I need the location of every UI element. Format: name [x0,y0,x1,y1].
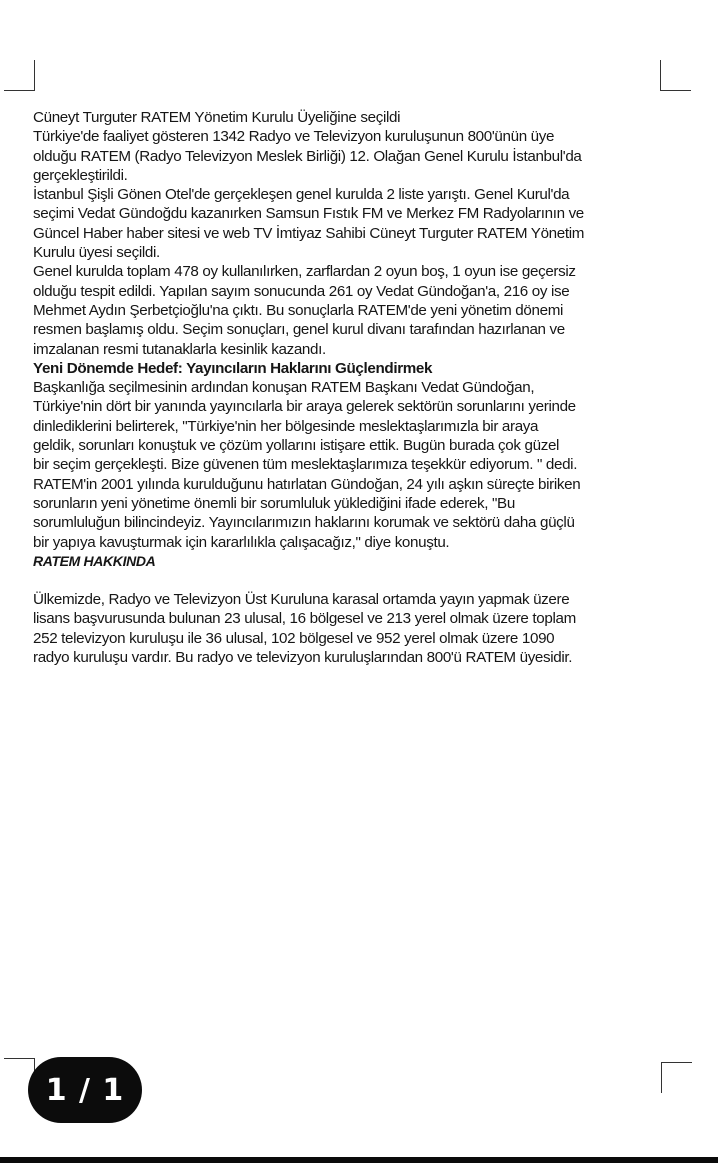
crop-mark-bottom-right [661,1062,692,1093]
crop-mark-top-right [660,60,691,91]
bottom-bar [0,1157,718,1163]
document-title: Cüneyt Turguter RATEM Yönetim Kurulu Üyeliğine seçildi [33,109,401,126]
paragraph-intro: Türkiye'de faaliyet gösteren 1342 Radyo ve Televizyon kuruluşunun 800'ünün üye olduğu RATEM (Radyo Televizyon Meslek Birliği) 12. Olağan Genel Kurulu İstanbul'da gerçekleştirildi. [33,128,582,184]
paragraph-election: İstanbul Şişli Gönen Otel'de gerçekleşen genel kurulda 2 liste yarıştı. Genel Kurul'da seçimi Vedat Gündoğdu kazanırken Samsun Fıstık FM ve Merkez FM Radyolarının ve Güncel Haber haber sitesi ve web TV İmtiyaz Sahibi Cüneyt Turguter RATEM Yönetim Kurulu üyesi seçildi. [33,186,585,262]
crop-mark-top-left [4,60,35,91]
paragraph-speech: Başkanlığa seçilmesinin ardından konuşan RATEM Başkanı Vedat Gündoğan, Türkiye'nin dört bir yanında yayıncılarla bir araya gelerek sektörün sorunlarını yerinde dinlediklerini belirterek, "Türkiye'nin her bölgesinde meslektaşlarımızla bir araya geldik, sorunları konuştuk ve çözüm yollarını istişare ettik. Bugün burada çok güzel bir seçim gerçekleşti. Bize güvenen tüm meslektaşlarımıza teşekkür ediyorum. " dedi. RATEM'in 2001 yılında kurulduğunu hatırlatan Gündoğan, 24 yılı aşkın süreçte biriken sorunların yeni yönetime önemli bir sorumluluk yüklediğini ifade ederek, "Bu sorumluluğun bilincindeyiz. Yayıncılarımızın haklarını korumak ve sektörü daha güçlü bir yapıya kavuşturmak için kararlılıkla çalışacağız," diye konuştu. [33,379,581,551]
paragraph-spacer [33,571,673,590]
page-indicator[interactable]: 1 / 1 [28,1057,142,1123]
section-heading: Yeni Dönemde Hedef: Yayıncıların Haklarını Güçlendirmek [33,359,433,377]
document-body [33,108,673,667]
about-heading: RATEM HAKKINDA [33,552,156,569]
paragraph-results: Genel kurulda toplam 478 oy kullanılırken, zarflardan 2 oyun boş, 1 oyun ise geçersiz olduğu tespit edildi. Yapılan sayım sonucunda 261 oy Vedat Gündoğan'a, 216 oy ise Mehmet Aydın Şerbetçioğlu'na çıktı. Bu sonuçlarla RATEM'de yeni yönetim dönemi resmen başlamış oldu. Seçim sonuçları, genel kurul divanı tarafından hazırlanan ve imzalanan resmi tutanaklarla kesinlik kazandı. [33,263,576,358]
paragraph-about: Ülkemizde, Radyo ve Televizyon Üst Kuruluna karasal ortamda yayın yapmak üzere lisans başvurusunda bulunan 23 ulusal, 16 bölgesel ve 213 yerel olmak üzere toplam 252 televizyon kuruluşu ile 36 ulusal, 102 bölgesel ve 952 yerel olmak üzere 1090 radyo kuruluşu vardır. Bu radyo ve televizyon kuruluşlarından 800'ü RATEM üyesidir. [33,591,576,667]
